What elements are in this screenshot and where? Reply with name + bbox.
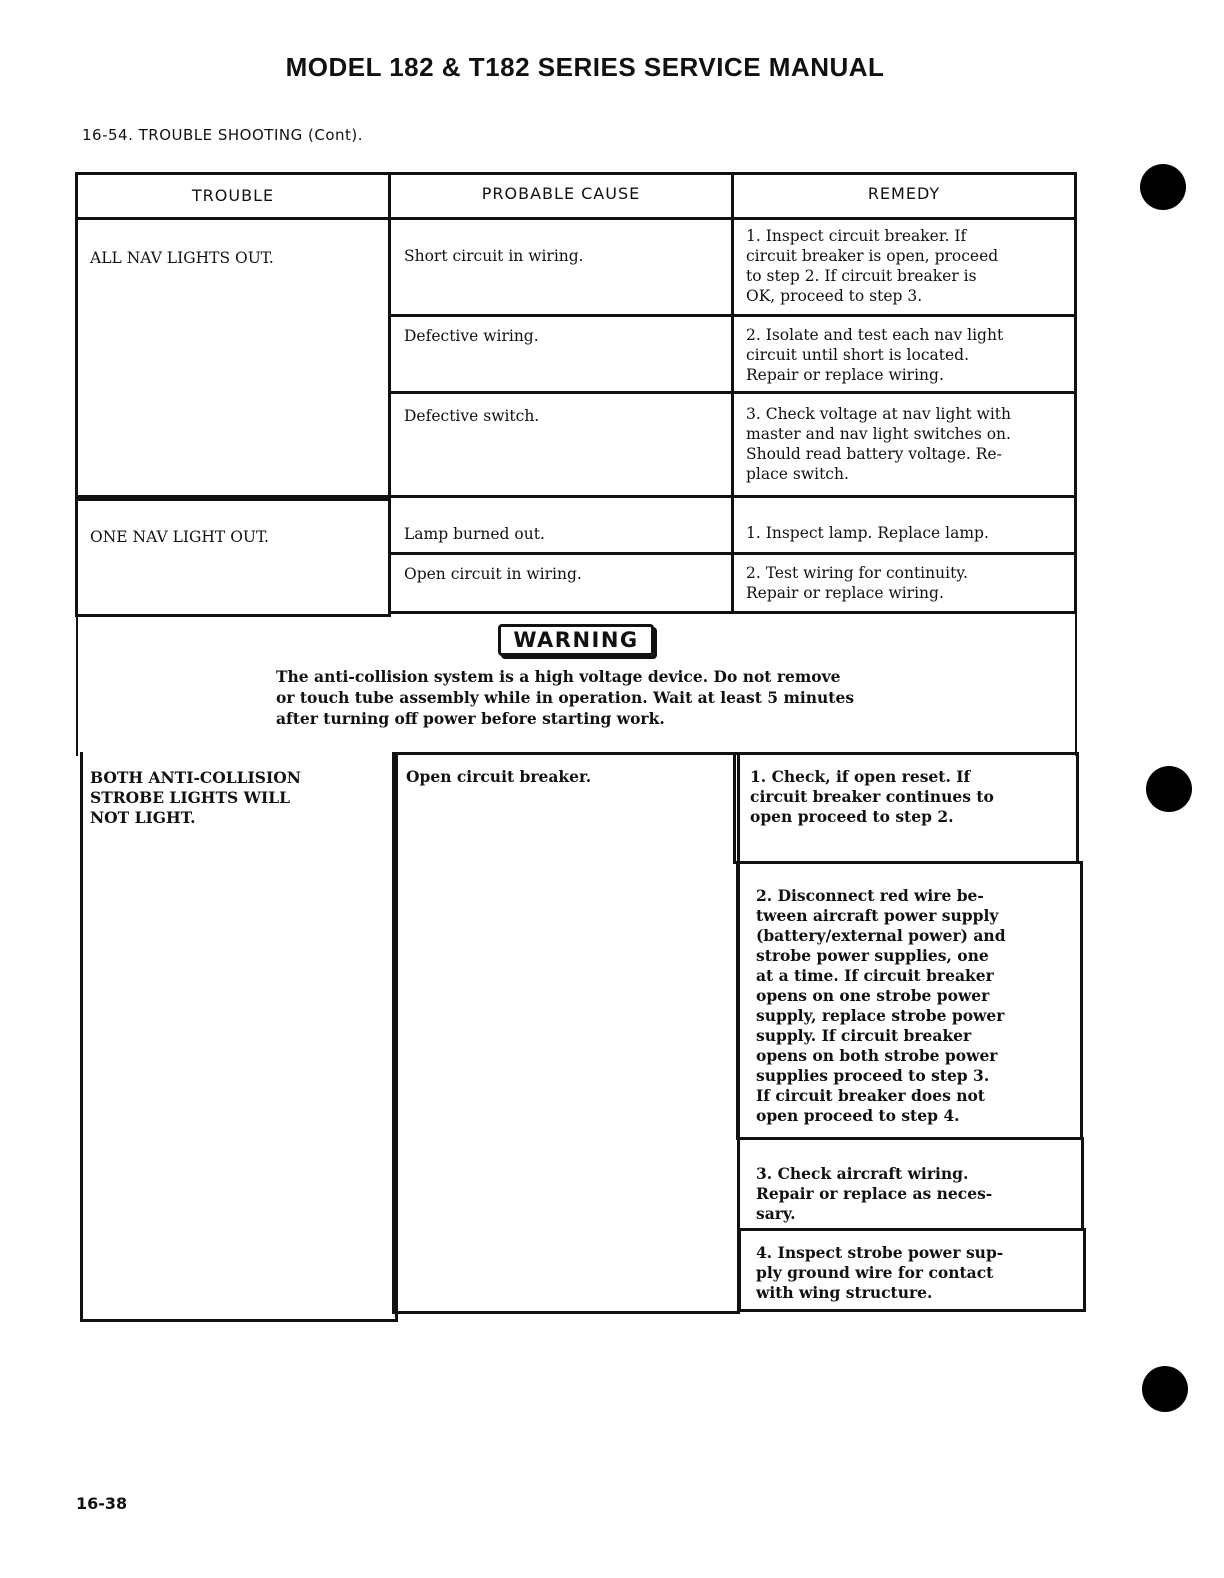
page-title: MODEL 182 & T182 SERIES SERVICE MANUAL — [285, 52, 885, 82]
remedy-text: 2. Isolate and test each nav light circuit until short is located. Repair or replace wiring. — [746, 326, 1004, 384]
cause-cell — [388, 217, 734, 317]
trouble-text: ALL NAV LIGHTS OUT. — [90, 249, 274, 267]
remedy-text: 1. Inspect circuit breaker. If circuit breaker is open, proceed to step 2. If circuit breaker is OK, proceed to step 3. — [746, 227, 999, 305]
column-header-trouble: TROUBLE — [191, 186, 275, 205]
binder-hole-icon — [1146, 766, 1192, 812]
binder-hole-icon — [1142, 1366, 1188, 1412]
cause-text: Short circuit in wiring. — [404, 247, 584, 265]
warning-badge: WARNING — [498, 624, 654, 656]
trouble-text: ONE NAV LIGHT OUT. — [90, 528, 269, 546]
strobe-cause-cell — [392, 752, 740, 1314]
remedy-text: 3. Check voltage at nav light with master and nav light switches on. Should read battery voltage. Re- place switch. — [746, 405, 1011, 483]
column-header-probable-cause: PROBABLE CAUSE — [481, 184, 641, 203]
remedy-text: 4. Inspect strobe power sup- ply ground wire for contact with wing structure. — [756, 1243, 1004, 1302]
cause-text: Defective wiring. — [404, 327, 539, 345]
trouble-cell — [75, 495, 391, 617]
remedy-text: 2. Test wiring for continuity. Repair or replace wiring. — [746, 564, 968, 602]
column-header-remedy: REMEDY — [867, 184, 941, 203]
remedy-text: 2. Disconnect red wire be- tween aircraft power supply (battery/external power) and strobe power supplies, one at a time. If circuit breaker opens on one strobe power supply, replace strobe power supply. If circuit breaker opens on both strobe power supplies proceed to step 3. If circuit breaker does not open proceed to step 4. — [756, 886, 1006, 1125]
page-number: 16-38 — [76, 1494, 128, 1513]
cause-text: Open circuit in wiring. — [404, 565, 582, 583]
cause-text: Defective switch. — [404, 407, 540, 425]
cause-text: Lamp burned out. — [404, 525, 545, 543]
remedy-text: 1. Check, if open reset. If circuit breaker continues to open proceed to step 2. — [750, 767, 994, 826]
strobe-trouble-cell — [80, 752, 398, 1322]
remedy-text: 3. Check aircraft wiring. Repair or replace as neces- sary. — [756, 1164, 993, 1223]
binder-hole-icon — [1140, 164, 1186, 210]
warning-text: The anti-collision system is a high voltage device. Do not remove or touch tube assembly while in operation. Wait at least 5 minutes after turning off power before starting work. — [276, 667, 855, 728]
cause-text: Open circuit breaker. — [406, 767, 592, 786]
section-heading: 16-54. TROUBLE SHOOTING (Cont). — [82, 126, 364, 144]
remedy-text: 1. Inspect lamp. Replace lamp. — [746, 524, 989, 542]
trouble-text: BOTH ANTI-COLLISION STROBE LIGHTS WILL NOT LIGHT. — [90, 768, 301, 827]
